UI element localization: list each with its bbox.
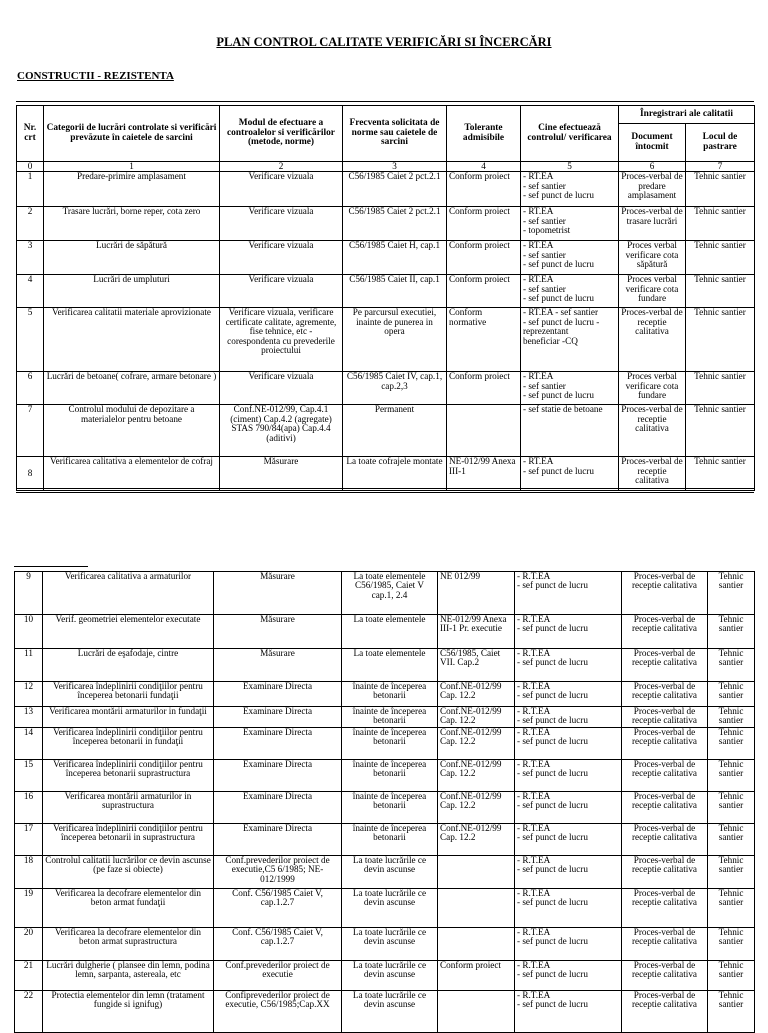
row-tolerance: Conform proiect — [447, 241, 521, 275]
row-frequency: La toate lucrările ce devin ascunse — [342, 961, 438, 991]
row-location: Tehnic santier — [708, 928, 755, 961]
row-category: Controlul calitatii lucrărilor ce devin ascunse (pe faze si obiecte) — [43, 856, 214, 889]
row-frequency: înainte de începerea betonarii — [342, 792, 438, 824]
row-frequency: înainte de începerea betonarii — [342, 824, 438, 856]
row-number: 19 — [15, 889, 43, 928]
row-category: Verificarea montării armaturilor in fundaţii — [43, 707, 214, 728]
row-document: Proces verbal verificare cota fundare — [619, 372, 686, 405]
row-tolerance — [438, 889, 515, 928]
responsible-line: - sef punct de lucru — [517, 897, 588, 908]
row-category: Lucrări dulgherie ( plansee din lemn, podina lemn, sarpanta, astereala, etc — [43, 961, 214, 991]
responsible-line: - R.T.EA — [517, 927, 551, 937]
row-document: Proces-verbal de receptie calitativa — [622, 961, 708, 991]
row-category: Verif. geometriei elementelor executate — [43, 615, 214, 649]
row-number: 2 — [17, 207, 44, 241]
row-tolerance: Conf.NE-012/99 Cap. 12.2 — [438, 792, 515, 824]
row-method: Examinare Directa — [214, 824, 342, 856]
row-number: 11 — [15, 649, 43, 682]
row-category: Lucrări de umpluturi — [44, 275, 220, 308]
table-row — [17, 275, 755, 308]
row-tolerance — [438, 928, 515, 961]
responsible-line: - RT.EA — [523, 274, 554, 285]
row-method: Examinare Directa — [214, 707, 342, 728]
row-document: Proces-verbal de receptie calitativa — [619, 405, 686, 457]
responsible-line: - R.T.EA — [517, 759, 551, 769]
table-row — [17, 372, 755, 405]
row-document: Proces verbal verificare cota săpătură — [619, 241, 686, 275]
row-responsible — [521, 275, 619, 308]
row-frequency: înainte de începerea betonarii — [342, 707, 438, 728]
table-row — [15, 615, 755, 649]
responsible-line: - R.T.EA — [517, 571, 551, 581]
responsible-line: - R.T.EA — [517, 681, 551, 691]
table-row — [15, 961, 755, 991]
row-category: Verificarea montării armaturilor in suprastructura — [43, 792, 214, 824]
row-tolerance: Conf.NE-012/99 Cap. 12.2 — [438, 824, 515, 856]
row-method: Examinare Directa — [214, 792, 342, 824]
row-category: Verificarea calitativa a armaturilor — [43, 572, 214, 615]
row-frequency: La toate cofrajele montate — [343, 457, 447, 491]
row-method: Examinare Directa — [214, 682, 342, 707]
row-number: 18 — [15, 856, 43, 889]
row-number: 14 — [15, 728, 43, 760]
table-row — [17, 172, 755, 207]
row-responsible — [521, 372, 619, 405]
row-tolerance: Conform proiect — [447, 172, 521, 207]
responsible-line: - sef punct de lucru — [517, 832, 588, 843]
row-location: Tehnic santier — [708, 889, 755, 928]
header-loc: Locul de pastrare — [686, 124, 755, 162]
responsible-line: - RT.EA — [523, 171, 554, 182]
row-category: Verificarea îndeplinirii condiţiilor pentru începerea betonarii in fundaţii — [43, 728, 214, 760]
row-location: Tehnic santier — [686, 207, 755, 241]
row-frequency: La toate elementele — [342, 615, 438, 649]
responsible-line: - RT.EA — [523, 240, 554, 251]
row-tolerance: Conf.NE-012/99 Cap. 12.2 — [438, 682, 515, 707]
row-location: Tehnic santier — [708, 856, 755, 889]
row-responsible — [515, 856, 622, 889]
header-categorii: Categorii de lucrări controlate si verificări prevăzute în caietele de sarcini — [44, 106, 220, 162]
row-tolerance: Conform proiect — [447, 275, 521, 308]
responsible-line: - RT.EA — [523, 371, 554, 382]
row-tolerance — [447, 405, 521, 457]
responsible-line: - sef punct de lucru — [517, 580, 588, 591]
responsible-line: - sef santier — [523, 180, 566, 191]
row-responsible — [515, 682, 622, 707]
responsible-line: - RT.EA — [523, 456, 554, 467]
row-number: 10 — [15, 615, 43, 649]
header-frecventa: Frecventa solicitata de norme sau caietele de sarcini — [343, 106, 447, 162]
responsible-line: - sef punct de lucru — [517, 800, 588, 811]
responsible-line: - sef statie de betoane — [523, 404, 603, 415]
table1-bottom-border — [16, 488, 754, 493]
row-number: 20 — [15, 928, 43, 961]
row-frequency: C56/1985 Caiet 2 pct.2.1 — [343, 207, 447, 241]
row-responsible — [515, 728, 622, 760]
responsible-line: - sef punct de lucru — [523, 259, 594, 270]
row-location: Tehnic santier — [708, 760, 755, 792]
row-frequency: C56/1985 Caiet II, cap.1 — [343, 275, 447, 308]
row-method: Măsurare — [220, 457, 343, 491]
header-mod: Modul de efectuare a controalelor si verificărilor (metode, norme) — [220, 106, 343, 162]
responsible-line: - R.T.EA — [517, 648, 551, 658]
row-tolerance: Conform proiect — [447, 372, 521, 405]
row-location: Tehnic santier — [708, 728, 755, 760]
row-frequency: La toate lucrările ce devin ascunse — [342, 928, 438, 961]
row-number: 16 — [15, 792, 43, 824]
responsible-line: - sef punct de lucru — [523, 465, 594, 476]
row-method: Examinare Directa — [214, 728, 342, 760]
row-responsible — [515, 707, 622, 728]
row-category: Verificarea îndeplinirii condiţiilor pentru începerea betonarii suprastructura — [43, 760, 214, 792]
responsible-line: - sef punct de lucru — [517, 623, 588, 634]
row-number: 5 — [17, 308, 44, 372]
row-number: 8 — [17, 457, 44, 491]
row-location: Tehnic santier — [708, 615, 755, 649]
responsible-line: reprezentant — [523, 326, 569, 337]
row-responsible — [515, 615, 622, 649]
responsible-line: - sef punct de lucru — [517, 768, 588, 779]
row-tolerance: Conform proiect — [447, 207, 521, 241]
responsible-line: - sef punct de lucru — [517, 969, 588, 980]
row-responsible — [521, 207, 619, 241]
row-method: Conf. C56/1985 Caiet V, cap.1.2.7 — [214, 889, 342, 928]
row-location: Tehnic santier — [686, 308, 755, 372]
divider — [14, 566, 88, 567]
row-responsible — [515, 792, 622, 824]
row-number: 1 — [17, 172, 44, 207]
responsible-line: - sef punct de lucru — [517, 999, 588, 1010]
responsible-line: - sef santier — [523, 249, 566, 260]
responsible-line: - sef punct de lucru — [523, 293, 594, 304]
table-row — [15, 824, 755, 856]
responsible-line: - R.T.EA — [517, 960, 551, 970]
row-number: 7 — [17, 405, 44, 457]
column-number: 0 — [17, 162, 44, 172]
row-document: Proces-verbal de receptie calitativa — [622, 649, 708, 682]
row-frequency: La toate lucrările ce devin ascunse — [342, 889, 438, 928]
row-method: Măsurare — [214, 649, 342, 682]
row-number: 6 — [17, 372, 44, 405]
column-number: 2 — [220, 162, 343, 172]
row-tolerance: C56/1985, Caiet VII. Cap.2 — [438, 649, 515, 682]
row-document: Proces verbal verificare cota fundare — [619, 275, 686, 308]
row-number: 15 — [15, 760, 43, 792]
row-category: Verificarea la decofrare elementelor din beton armat fundaţii — [43, 889, 214, 928]
row-method: Verificare vizuala — [220, 207, 343, 241]
row-responsible — [515, 889, 622, 928]
table-row — [15, 682, 755, 707]
responsible-line: - sef santier — [523, 215, 566, 226]
row-document: Proces-verbal de receptie calitativa — [619, 457, 686, 491]
row-location: Tehnic santier — [708, 824, 755, 856]
row-method: Examinare Directa — [214, 760, 342, 792]
responsible-line: beneficiar -CQ — [523, 335, 578, 346]
row-frequency: înainte de începerea betonarii — [342, 682, 438, 707]
responsible-line: - R.T.EA — [517, 791, 551, 801]
row-tolerance — [438, 856, 515, 889]
header-tolerante: Tolerante admisibile — [447, 106, 521, 162]
header-cine: Cine efectuează controlul/ verificarea — [521, 106, 619, 162]
row-method: Verificare vizuala — [220, 241, 343, 275]
responsible-line: - RT.EA - sef santier — [523, 307, 599, 318]
table-row — [17, 457, 755, 491]
row-category: Protectia elementelor din lemn (tratament fungide si ignifug) — [43, 991, 214, 1033]
row-method: Conf.prevederilor proiect de executie,C5 6/1985; NE-012/1999 — [214, 856, 342, 889]
table-row — [17, 207, 755, 241]
row-frequency: La toate elementele — [342, 649, 438, 682]
row-tolerance: NE-012/99 Anexa III-1 — [447, 457, 521, 491]
row-location: Tehnic santier — [686, 372, 755, 405]
responsible-line: - sef punct de lucru — [517, 715, 588, 726]
table-row — [15, 792, 755, 824]
column-number: 3 — [343, 162, 447, 172]
row-location: Tehnic santier — [708, 961, 755, 991]
row-category: Lucrări de betoane( cofrare, armare betonare ) — [44, 372, 220, 405]
row-method: Conf.prevederilor proiect de executie — [214, 961, 342, 991]
row-frequency: înainte de începerea betonarii — [342, 728, 438, 760]
row-category: Verificarea la decofrare elementelor din beton armat suprastructura — [43, 928, 214, 961]
row-responsible — [515, 991, 622, 1033]
row-location: Tehnic santier — [708, 792, 755, 824]
row-tolerance: NE 012/99 — [438, 572, 515, 615]
table-row — [17, 405, 755, 457]
responsible-line: - topometrist — [523, 225, 571, 236]
responsible-line: - sef punct de lucru — [523, 390, 594, 401]
table-row — [15, 707, 755, 728]
responsible-line: - R.T.EA — [517, 990, 551, 1000]
row-location: Tehnic santier — [708, 707, 755, 728]
responsible-line: - sef punct de lucru - — [523, 316, 600, 327]
row-document: Proces-verbal de receptie calitativa — [622, 792, 708, 824]
row-frequency: Pe parcursul executiei, inainte de punerea in opera — [343, 308, 447, 372]
row-number: 17 — [15, 824, 43, 856]
column-number: 7 — [686, 162, 755, 172]
row-document: Proces-verbal de receptie calitativa — [622, 856, 708, 889]
row-document: Proces-verbal de receptie calitativa — [622, 707, 708, 728]
table-row — [17, 241, 755, 275]
row-document: Proces-verbal de receptie calitativa — [622, 728, 708, 760]
responsible-line: - R.T.EA — [517, 855, 551, 865]
responsible-line: - R.T.EA — [517, 823, 551, 833]
row-frequency: C56/1985 Caiet IV, cap.1, cap.2,3 — [343, 372, 447, 405]
page-title: PLAN CONTROL CALITATE VERIFICĂRI SI ÎNCERCĂRI — [216, 35, 552, 49]
table-row — [15, 856, 755, 889]
row-responsible — [521, 405, 619, 457]
row-document: Proces-verbal de receptie calitativa — [622, 928, 708, 961]
responsible-line: - R.T.EA — [517, 614, 551, 624]
row-tolerance: NE-012/99 Anexa III-1 Pr. executie — [438, 615, 515, 649]
column-number: 4 — [447, 162, 521, 172]
row-location: Tehnic santier — [686, 241, 755, 275]
row-category: Verificarea îndeplinirii condiţiilor pentru începerea betonarii fundaţii — [43, 682, 214, 707]
row-category: Lucrări de eşafodaje, cintre — [43, 649, 214, 682]
row-method: Conf. C56/1985 Caiet V, cap.1.2.7 — [214, 928, 342, 961]
row-frequency: La toate lucrările ce devin ascunse — [342, 856, 438, 889]
row-number: 4 — [17, 275, 44, 308]
row-tolerance: Conf.NE-012/99 Cap. 12.2 — [438, 707, 515, 728]
row-frequency: C56/1985 Caiet 2 pct.2.1 — [343, 172, 447, 207]
responsible-line: - sef santier — [523, 380, 566, 391]
responsible-line: - R.T.EA — [517, 727, 551, 737]
row-responsible — [515, 961, 622, 991]
row-responsible — [515, 760, 622, 792]
row-document: Proces-verbal de receptie calitativa — [622, 615, 708, 649]
row-responsible — [515, 572, 622, 615]
row-method: Verificare vizuala — [220, 372, 343, 405]
row-number: 13 — [15, 707, 43, 728]
responsible-line: - sef punct de lucru — [517, 736, 588, 747]
row-document: Proces-verbal de receptie calitativa — [622, 991, 708, 1033]
row-method: Verificare vizuala — [220, 275, 343, 308]
column-number: 6 — [619, 162, 686, 172]
responsible-line: - sef santier — [523, 283, 566, 294]
row-number: 22 — [15, 991, 43, 1033]
row-location: Tehnic santier — [708, 991, 755, 1033]
row-number: 9 — [15, 572, 43, 615]
row-number: 21 — [15, 961, 43, 991]
row-location: Tehnic santier — [686, 172, 755, 207]
quality-table-1 — [16, 105, 755, 491]
responsible-line: - sef punct de lucru — [517, 690, 588, 701]
row-tolerance — [438, 991, 515, 1033]
column-number: 1 — [44, 162, 220, 172]
section-heading: CONSTRUCTII - REZISTENTA — [17, 70, 174, 82]
row-category: Verificarea îndeplinirii condiţiilor pentru începerea betonarii in suprastructura — [43, 824, 214, 856]
row-tolerance: Conform proiect — [438, 961, 515, 991]
row-frequency: La toate lucrările ce devin ascunse — [342, 991, 438, 1033]
responsible-line: - sef punct de lucru — [517, 864, 588, 875]
row-document: Proces-verbal de receptie calitativa — [619, 308, 686, 372]
row-responsible — [521, 308, 619, 372]
row-category: Lucrări de săpătură — [44, 241, 220, 275]
row-frequency: Permanent — [343, 405, 447, 457]
row-document: Proces-verbal de receptie calitativa — [622, 824, 708, 856]
row-method: Verificare vizuala — [220, 172, 343, 207]
row-responsible — [515, 649, 622, 682]
row-location: Tehnic santier — [708, 682, 755, 707]
row-tolerance: Conf.NE-012/99 Cap. 12.2 — [438, 728, 515, 760]
column-number: 5 — [521, 162, 619, 172]
row-category: Verificarea calitativa a elementelor de cofraj — [44, 457, 220, 491]
row-category: Trasare lucrări, borne reper, cota zero — [44, 207, 220, 241]
row-location: Tehnic santier — [708, 572, 755, 615]
row-category: Verificarea calitatii materiale aprovizionate — [44, 308, 220, 372]
row-method: Măsurare — [214, 615, 342, 649]
row-location: Tehnic santier — [686, 457, 755, 491]
row-responsible — [521, 172, 619, 207]
row-number: 12 — [15, 682, 43, 707]
header-nr: Nr. crt — [17, 106, 44, 162]
table-row — [17, 308, 755, 372]
header-document: Document întocmit — [619, 124, 686, 162]
table-row — [15, 649, 755, 682]
responsible-line: - R.T.EA — [517, 706, 551, 716]
responsible-line: - sef punct de lucru — [517, 657, 588, 668]
row-frequency: La toate elementele C56/1985, Caiet V cap.1, 2.4 — [342, 572, 438, 615]
row-document: Proces-verbal de receptie calitativa — [622, 760, 708, 792]
row-document: Proces-verbal de receptie calitativa — [622, 572, 708, 615]
row-method: Confiprevederilor proiect de executie, C56/1985;Cap.XX — [214, 991, 342, 1033]
row-document: Proces-verbal de predare amplasament — [619, 172, 686, 207]
quality-table-2 — [14, 571, 755, 1033]
row-tolerance: Conform normative — [447, 308, 521, 372]
table-row — [15, 928, 755, 961]
row-document: Proces-verbal de trasare lucrări — [619, 207, 686, 241]
row-responsible — [515, 928, 622, 961]
responsible-line: - sef punct de lucru — [523, 190, 594, 201]
row-frequency: înainte de începerea betonarii — [342, 760, 438, 792]
row-responsible — [521, 457, 619, 491]
responsible-line: - R.T.EA — [517, 888, 551, 898]
table-row — [15, 889, 755, 928]
row-category: Predare-primire amplasament — [44, 172, 220, 207]
row-location: Tehnic santier — [708, 649, 755, 682]
row-method: Măsurare — [214, 572, 342, 615]
table-row — [15, 760, 755, 792]
table-row — [15, 728, 755, 760]
row-location: Tehnic santier — [686, 405, 755, 457]
row-method: Verificare vizuala, verificare certificate calitate, agremente, fise tehnice, etc - corespondenta cu prevederile proiectului — [220, 308, 343, 372]
header-inregistrari: Înregistrari ale calitatii — [619, 106, 755, 124]
row-document: Proces-verbal de receptie calitativa — [622, 889, 708, 928]
table-row — [15, 991, 755, 1033]
row-method: Conf.NE-012/99, Cap.4.1 (ciment) Cap.4.2 (agregate) STAS 790/84(apa) Cap.4.4 (aditivi) — [220, 405, 343, 457]
responsible-line: - RT.EA — [523, 206, 554, 217]
table-row — [15, 572, 755, 615]
row-document: Proces-verbal de receptie calitativa — [622, 682, 708, 707]
row-number: 3 — [17, 241, 44, 275]
row-responsible — [515, 824, 622, 856]
row-location: Tehnic santier — [686, 275, 755, 308]
row-tolerance: Conf.NE-012/99 Cap. 12.2 — [438, 760, 515, 792]
row-frequency: C56/1985 Caiet H, cap.1 — [343, 241, 447, 275]
responsible-line: - sef punct de lucru — [517, 936, 588, 947]
row-category: Controlul modului de depozitare a materialelor pentru betoane — [44, 405, 220, 457]
row-responsible — [521, 241, 619, 275]
